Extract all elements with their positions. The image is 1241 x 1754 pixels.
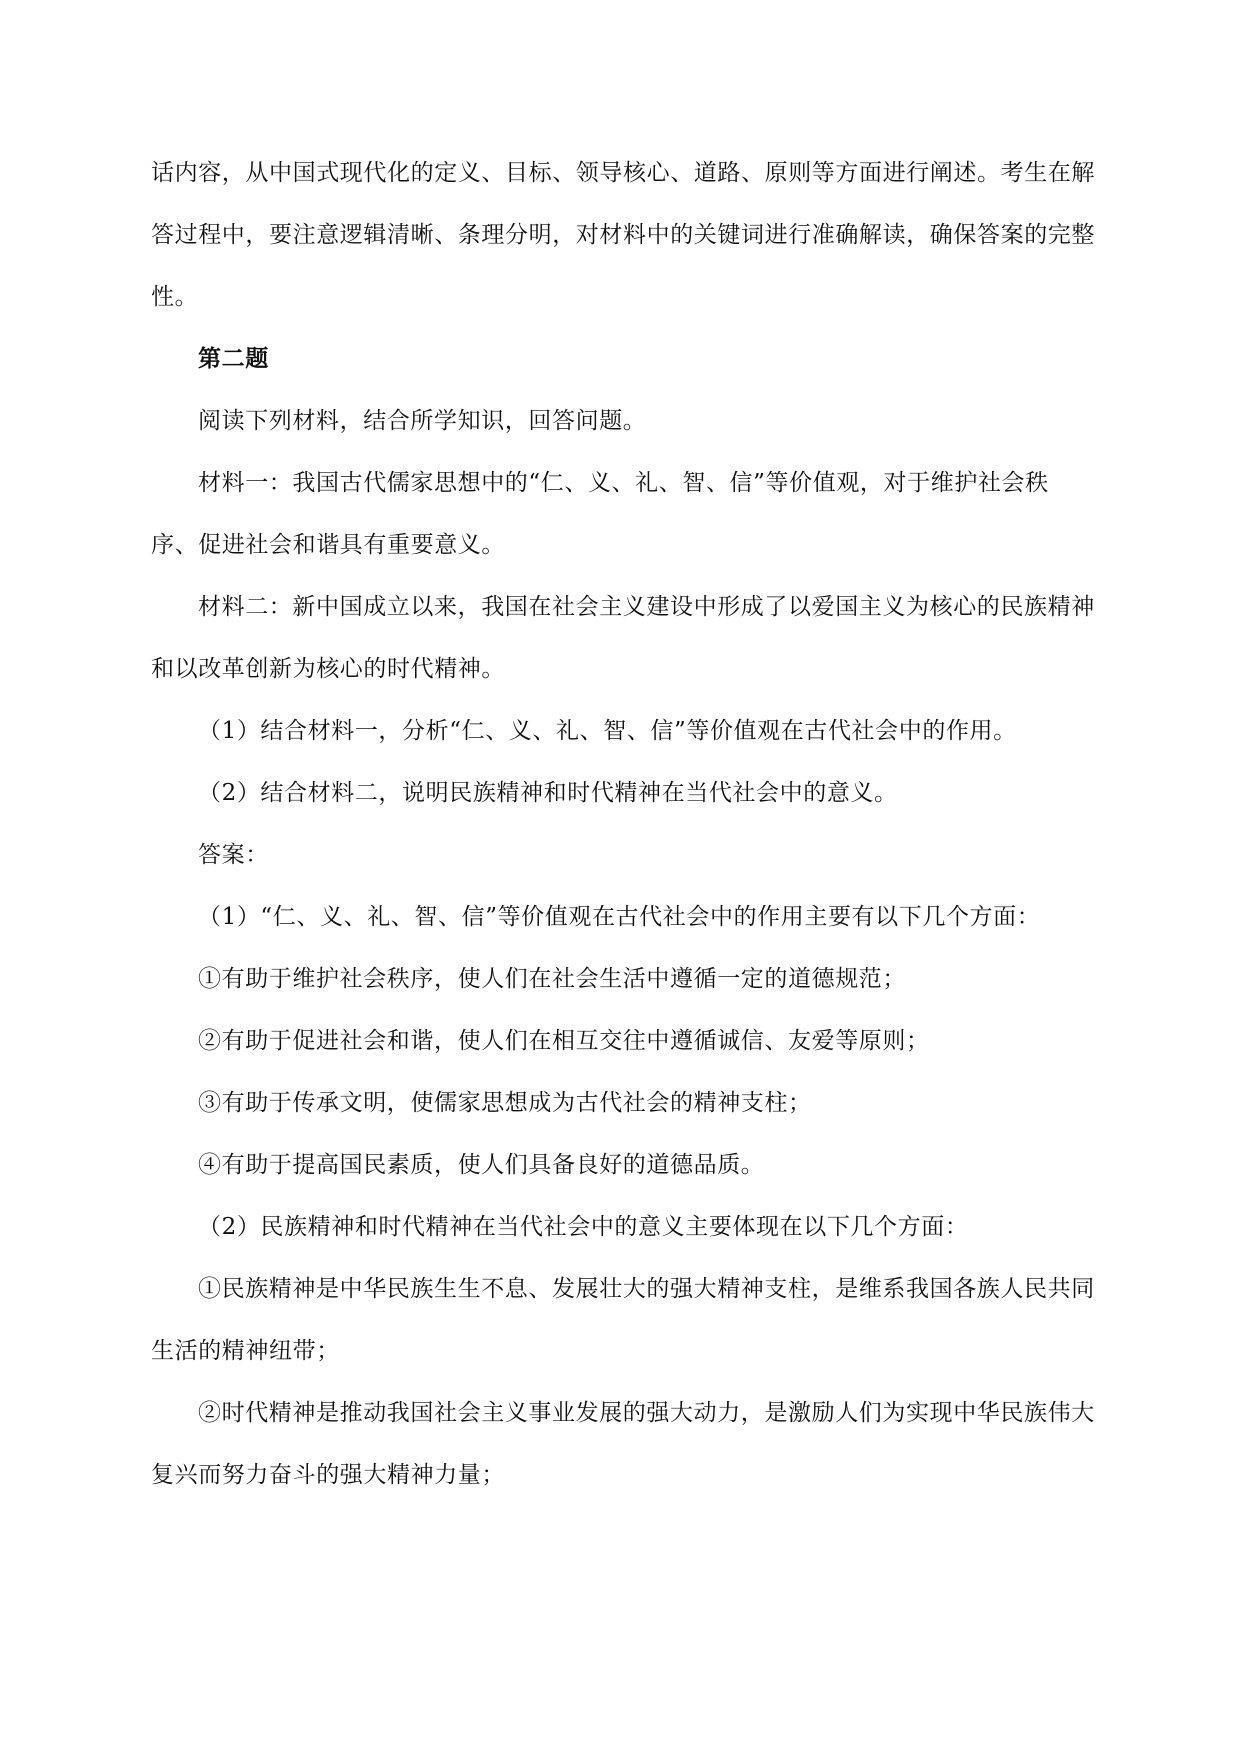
answer-1-point-2: ②有助于促进社会和谐，使人们在相互交往中遵循诚信、友爱等原则； — [198, 1028, 930, 1054]
question-heading: 第二题 — [198, 345, 269, 372]
material-two: 材料二：新中国成立以来，我国在社会主义建设中形成了以爱国主义为核心的民族精神和以改革创新为核心的时代精神。 — [151, 594, 1095, 682]
answer-1-point-4: ④有助于提高国民素质，使人们具备良好的道德品质。 — [198, 1152, 765, 1178]
answer-label: 答案： — [198, 842, 269, 868]
material-one: 材料一：我国古代儒家思想中的“仁、义、礼、智、信”等价值观，对于维护社会秩序、促进社会和谐具有重要意义。 — [151, 470, 1049, 558]
paragraph-intro-continuation: 话内容，从中国式现代化的定义、目标、领导核心、道路、原则等方面进行阐述。考生在解答过程中，要注意逻辑清晰、条理分明，对材料中的关键词进行准确解读，确保答案的完整性。 — [151, 160, 1095, 310]
sub-question-2: （2）结合材料二，说明民族精神和时代精神在当代社会中的意义。 — [198, 780, 898, 806]
answer-2-intro: （2）民族精神和时代精神在当代社会中的意义主要体现在以下几个方面： — [198, 1214, 969, 1240]
instruction-text: 阅读下列材料，结合所学知识，回答问题。 — [198, 408, 647, 434]
answer-2-point-2: ②时代精神是推动我国社会主义事业发展的强大动力，是激励人们为实现中华民族伟大复兴而努力奋斗的强大精神力量； — [151, 1400, 1095, 1488]
sub-question-1: （1）结合材料一，分析“仁、义、礼、智、信”等价值观在古代社会中的作用。 — [198, 718, 1017, 744]
document-body — [151, 142, 1095, 1506]
answer-2-point-1: ①民族精神是中华民族生生不息、发展壮大的强大精神支柱，是维系我国各族人民共同生活的精神纽带； — [151, 1276, 1095, 1364]
answer-1-point-3: ③有助于传承文明，使儒家思想成为古代社会的精神支柱； — [198, 1090, 812, 1116]
answer-1-intro: （1）“仁、义、礼、智、信”等价值观在古代社会中的作用主要有以下几个方面： — [198, 904, 1041, 930]
answer-1-point-1: ①有助于维护社会秩序，使人们在社会生活中遵循一定的道德规范； — [198, 966, 906, 992]
